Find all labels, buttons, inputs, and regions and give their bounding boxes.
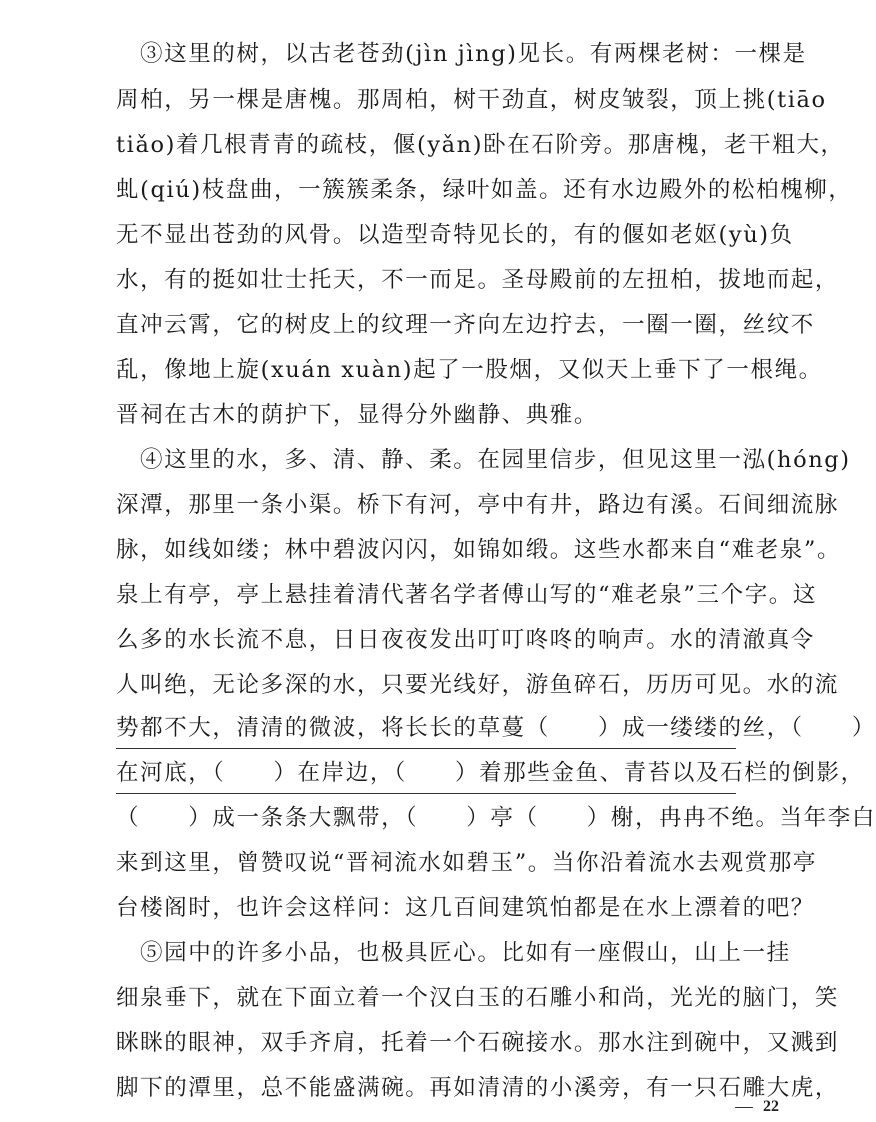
text-line-5: 无不显出苍劲的风骨。以造型奇特见长的，有的偃如老妪(yù)负: [116, 222, 794, 248]
text-line-24: 脚下的潭里，总不能盛满碗。再如清清的小溪旁，有一只石雕大虎，: [116, 1075, 840, 1101]
text-line-10: ④这里的水，多、清、静、柔。在园里信步，但见这里一泓(hóng): [140, 447, 851, 473]
text-line-7: 直冲云霄，它的树皮上的纹理一齐向左边拧去，一圈一圈，丝纹不: [116, 312, 815, 338]
text-line-19: 来到这里，曾赞叹说“晋祠流水如碧玉”。当你沿着流水去观赏那亭: [116, 850, 818, 876]
text-line-3: tiǎo)着几根青青的疏枝，偃(yǎn)卧在石阶旁。那唐槐，老干粗大，: [116, 132, 845, 158]
page-number: 22: [763, 1098, 779, 1115]
text-line-2: 周柏，另一棵是唐槐。那周柏，树干劲直，树皮皱裂，顶上挑(tiāo: [116, 87, 827, 113]
text-line-13: 泉上有亭，亭上悬挂着清代著名学者傅山写的“难老泉”三个字。这: [116, 582, 818, 608]
text-line-23: 眯眯的眼神，双手齐肩，托着一个石碗接水。那水注到碗中，又溅到: [116, 1030, 840, 1056]
text-line-12: 脉，如线如缕；林中碧波闪闪，如锦如缎。这些水都来自“难老泉”。: [116, 537, 842, 563]
text-line-8: 乱，像地上旋(xuán xuàn)起了一股烟，又似天上垂下了一根绳。: [116, 357, 823, 383]
text-line-17-fill-blank: 在河底，（ ）在岸边，（ ）着那些金鱼、青苔以及石栏的倒影，: [116, 753, 736, 794]
text-line-1: ③这里的树，以古老苍劲(jìn jìng)见长。有两棵老树：一棵是: [140, 41, 807, 67]
page-footer: [735, 1098, 779, 1116]
text-line-22: 细泉垂下，就在下面立着一个汉白玉的石雕小和尚，光光的脑门，笑: [116, 985, 840, 1011]
text-line-15: 人叫绝，无论多深的水，只要光线好，游鱼碎石，历历可见。水的流: [116, 672, 840, 698]
text-line-21: ⑤园中的许多小品，也极具匠心。比如有一座假山，山上一挂: [140, 940, 791, 966]
text-line-9: 晋祠在古木的荫护下，显得分外幽静、典雅。: [116, 402, 599, 428]
text-line-14: 么多的水长流不息，日日夜夜发出叮叮咚咚的响声。水的清澈真令: [116, 627, 815, 653]
text-line-16-fill-blank: 势都不大，清清的微波，将长长的草蔓（ ）成一缕缕的丝，（ ）: [116, 708, 736, 749]
text-line-20: 台楼阁时，也许会这样问：这几百间建筑怕都是在水上漂着的吧？: [116, 895, 815, 921]
footer-dash: [735, 1107, 753, 1108]
text-line-4: 虬(qiú)枝盘曲，一簇簇柔条，绿叶如盖。还有水边殿外的松柏槐柳，: [116, 177, 853, 203]
text-line-18-fill-blank: （ ）成一条条大飘带，（ ）亭（ ）榭，冉冉不绝。当年李白: [116, 805, 876, 831]
text-line-6: 水，有的挺如壮士托天，不一而足。圣母殿前的左扭柏，拔地而起，: [116, 267, 840, 293]
text-line-11: 深潭，那里一条小渠。桥下有河，亭中有井，路边有溪。石间细流脉: [116, 492, 840, 518]
